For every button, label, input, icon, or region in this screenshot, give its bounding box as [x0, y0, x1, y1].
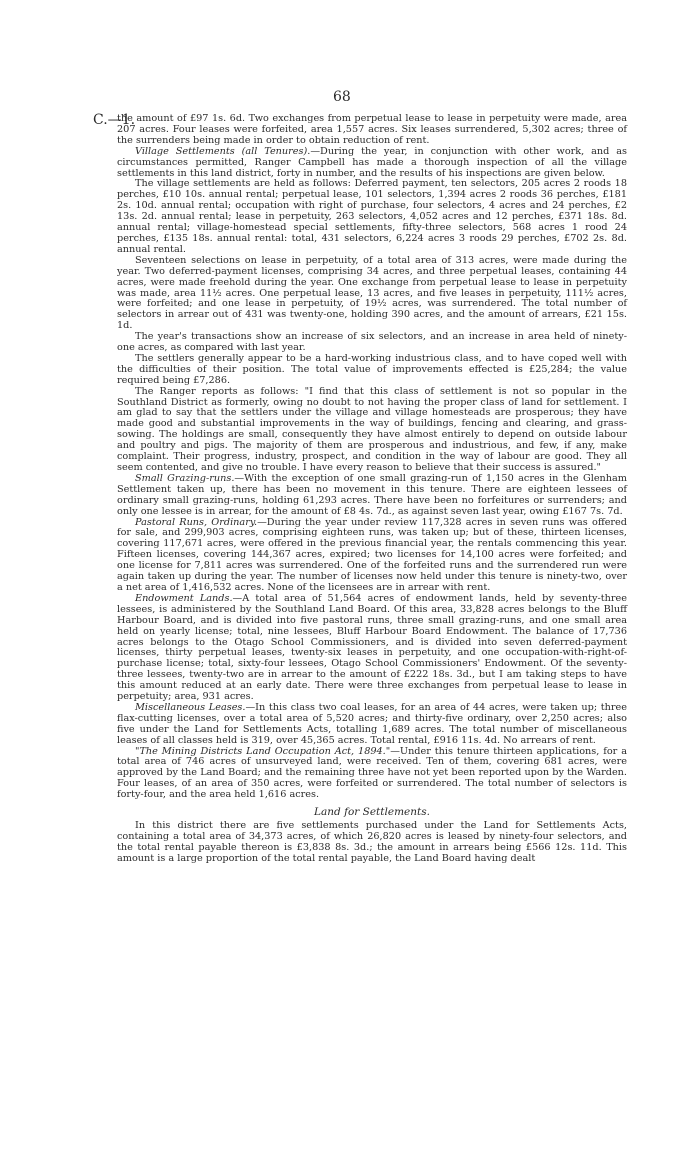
- paragraph: [117, 332, 627, 354]
- paragraph: [117, 114, 627, 147]
- paragraph: [117, 747, 627, 802]
- paragraph-lead-heading: Village Settlements (all Tenures).: [135, 145, 311, 157]
- body-text: [117, 114, 627, 865]
- paragraph: [117, 179, 627, 255]
- paragraph-text: —During the year, in conjunction with other work, and as circumstances permitted, Ranger Campbell has made a thorough inspection of all the village settlements in this land district, forty in number, and the results of his inspections are given below.: [117, 145, 627, 179]
- paragraph-text: —With the exception of one small grazing-run of 1,150 acres in the Glenham Settlement taken up, there has been no movement in this tenure. There are eighteen lessees of ordinary small grazing-runs, holding 61,293 acres. There have been no forfeitures or surrenders; and only one lessee is in arrear, for the amount of £8 4s. 7d., as against seven last year, owing £167 7s. 7d.: [117, 472, 627, 517]
- paragraph-lead-heading: Endowment Lands.: [135, 592, 233, 604]
- paragraph-text: —Under this tenure thirteen applications, for a total area of 746 acres of unsurveyed land, were received. Ten of them, covering 681 acres, were approved by the Land Board; and the remaining three have not yet been reported upon by the Warden. Four leases, of an area of 350 acres, were forfeited or surrendered. The total number of selectors is forty-four, and the area held 1,616 acres.: [117, 745, 627, 801]
- paragraph-lead-heading: Small Grazing-runs.: [135, 472, 235, 484]
- paragraph: [117, 518, 627, 594]
- paragraph-lead-heading: "The Mining Districts Land Occupation Act, 1894.": [135, 745, 391, 757]
- section-code: C.—1.: [93, 112, 136, 128]
- section-heading: Land for Settlements.: [314, 806, 430, 819]
- paragraph-text: —A total area of 51,564 acres of endowment lands, held by seventy-three lessees, is administered by the Southland Land Board. Of this area, 33,828 acres belongs to the Bluff Harbour Board, and is divided into five pastoral runs, three small grazing-runs, and one small area held on yearly license; total, nine lessees, Bluff Harbour Board Endowment. The balance of 17,736 acres belongs to the Otago School Commissioners, and is divided into seven deferred-payment licenses, thirty perpetual leases, twenty-six leases in perpetuity, and one occupation-with-right-of-purchase license; total, sixty-four lessees, Otago School Commissioners' Endowment. Of the seventy-three lessees, twenty-two are in arrear to the amount of £222 18s. 3d., but I am taking steps to have this amount reduced at an early date. There were three exchanges from perpetual lease to lease in perpetuity; area, 931 acres.: [117, 592, 628, 703]
- paragraph: [117, 354, 627, 387]
- paragraph: [117, 387, 627, 474]
- paragraph: [117, 474, 627, 518]
- paragraph-text: The settlers generally appear to be a hard-working industrious class, and to have coped well with the difficulties of their position. The total value of improvements effected is £25,284; the value required being £7,286.: [117, 352, 627, 386]
- paragraph-text: —During the year under review 117,328 acres in seven runs was offered for sale, and 299,903 acres, comprising eighteen runs, was taken up; but of these, thirteen licenses, covering 117,671 acres, were offered in the previous financial year, the rentals commencing this year. Fifteen licenses, covering 144,367 acres, expired; two licenses for 14,100 acres were forfeited; and one license for 7,811 acres was surrendered. One of the forfeited runs and the surrendered run were again taken up during the year. The number of licenses now held under this tenure is ninety-two, over a net area of 1,416,532 acres. None of the licensees are in arrear with rent.: [117, 516, 627, 593]
- paragraph: [117, 256, 627, 332]
- page-number: 68: [333, 89, 351, 105]
- paragraph-lead-heading: Pastoral Runs, Ordinary.: [135, 516, 258, 528]
- paragraph-text: The Ranger reports as follows: "I find that this class of settlement is not so popular in the Southland District as formerly, owing no doubt to not having the proper class of land for settlement. I am glad to say that the settlers under the village and village homesteads are prosperous; they have made good and substantial improvements in the way of buildings, fencing and clearing, and grass-sowing. The holdings are small, consequently they have almost entirely to depend on outside labour and poultry and pigs. The majority of them are prosperous and industrious, and few, if any, make complaint. Their progress, industry, prospect, and condition in the way of labour are good. They all seem contented, and give no trouble. I have every reason to believe that their success is assured.": [117, 385, 627, 473]
- paragraph-text: the amount of £97 1s. 6d. Two exchanges from perpetual lease to lease in perpetuity were made, area 207 acres. Four leases were forfeited, area 1,557 acres. Six leases surrendered, 5,302 acres; three of the surrenders being made in order to obtain reduction of rent.: [117, 113, 627, 146]
- paragraph: [117, 703, 627, 747]
- paragraph-text: The year's transactions show an increase of six selectors, and an increase in area held of ninety-one acres, as compared with last year.: [117, 331, 627, 354]
- paragraph: [117, 147, 627, 180]
- paragraph: [117, 594, 627, 703]
- paragraph-lead-heading: Miscellaneous Leases.: [135, 701, 246, 713]
- paragraph-text: Seventeen selections on lease in perpetuity, of a total area of 313 acres, were made during the year. Two deferred-payment licenses, comprising 34 acres, and three perpetual leases, containing 44 acres, were made freehold during the year. One exchange from perpetual lease to lease in perpetuity was made, area 11½ acres. One perpetual lease, 13 acres, and five leases in perpetuity, 111½ acres, were forfeited; and one lease in perpetuity, of 19½ acres, was surrendered. The total number of selectors in arrear out of 431 was twenty-one, holding 390 acres, and the amount of arrears, £21 15s. 1d.: [117, 254, 627, 332]
- paragraph-text: The village settlements are held as follows: Deferred payment, ten selectors, 205 acres 2 roods 18 perches, £10 10s. annual rental; perpetual lease, 101 selectors, 1,394 acres 2 roods 36 perches, £181 2s. 10d. annual rental; occupation with right of purchase, four selectors, 4 acres and 24 perches, £2 13s. 2d. annual rental; lease in perpetuity, 263 selectors, 4,052 acres and 12 perches, £371 18s. 8d. annual rental; village-homestead special settlements, fifty-three selectors, 568 acres 1 rood 24 perches, £135 18s. annual rental: total, 431 selectors, 6,224 acres 3 roods 29 perches, £702 2s. 8d. annual rental.: [117, 178, 627, 255]
- paragraph-text: In this district there are five settlements purchased under the Land for Settlements Acts, containing a total area of 34,373 acres, of which 26,820 acres is leased by ninety-four selectors, and the total rental payable thereon is £3,838 8s. 3d.; the amount in arrears being £566 12s. 11d. This amount is a large proportion of the total rental payable, the Land Board having dealt: [117, 820, 627, 864]
- paragraph-text: —In this class two coal leases, for an area of 44 acres, were taken up; three flax-cutting licenses, over a total area of 5,520 acres; and thirty-five ordinary, over 2,250 acres; also five under the Land for Settlements Acts, totalling 1,689 acres. The total number of miscellaneous leases of all classes held is 319, over 45,365 acres. Total rental, £916 11s. 4d. No arrears of rent.: [117, 701, 627, 746]
- paragraph: [117, 821, 627, 865]
